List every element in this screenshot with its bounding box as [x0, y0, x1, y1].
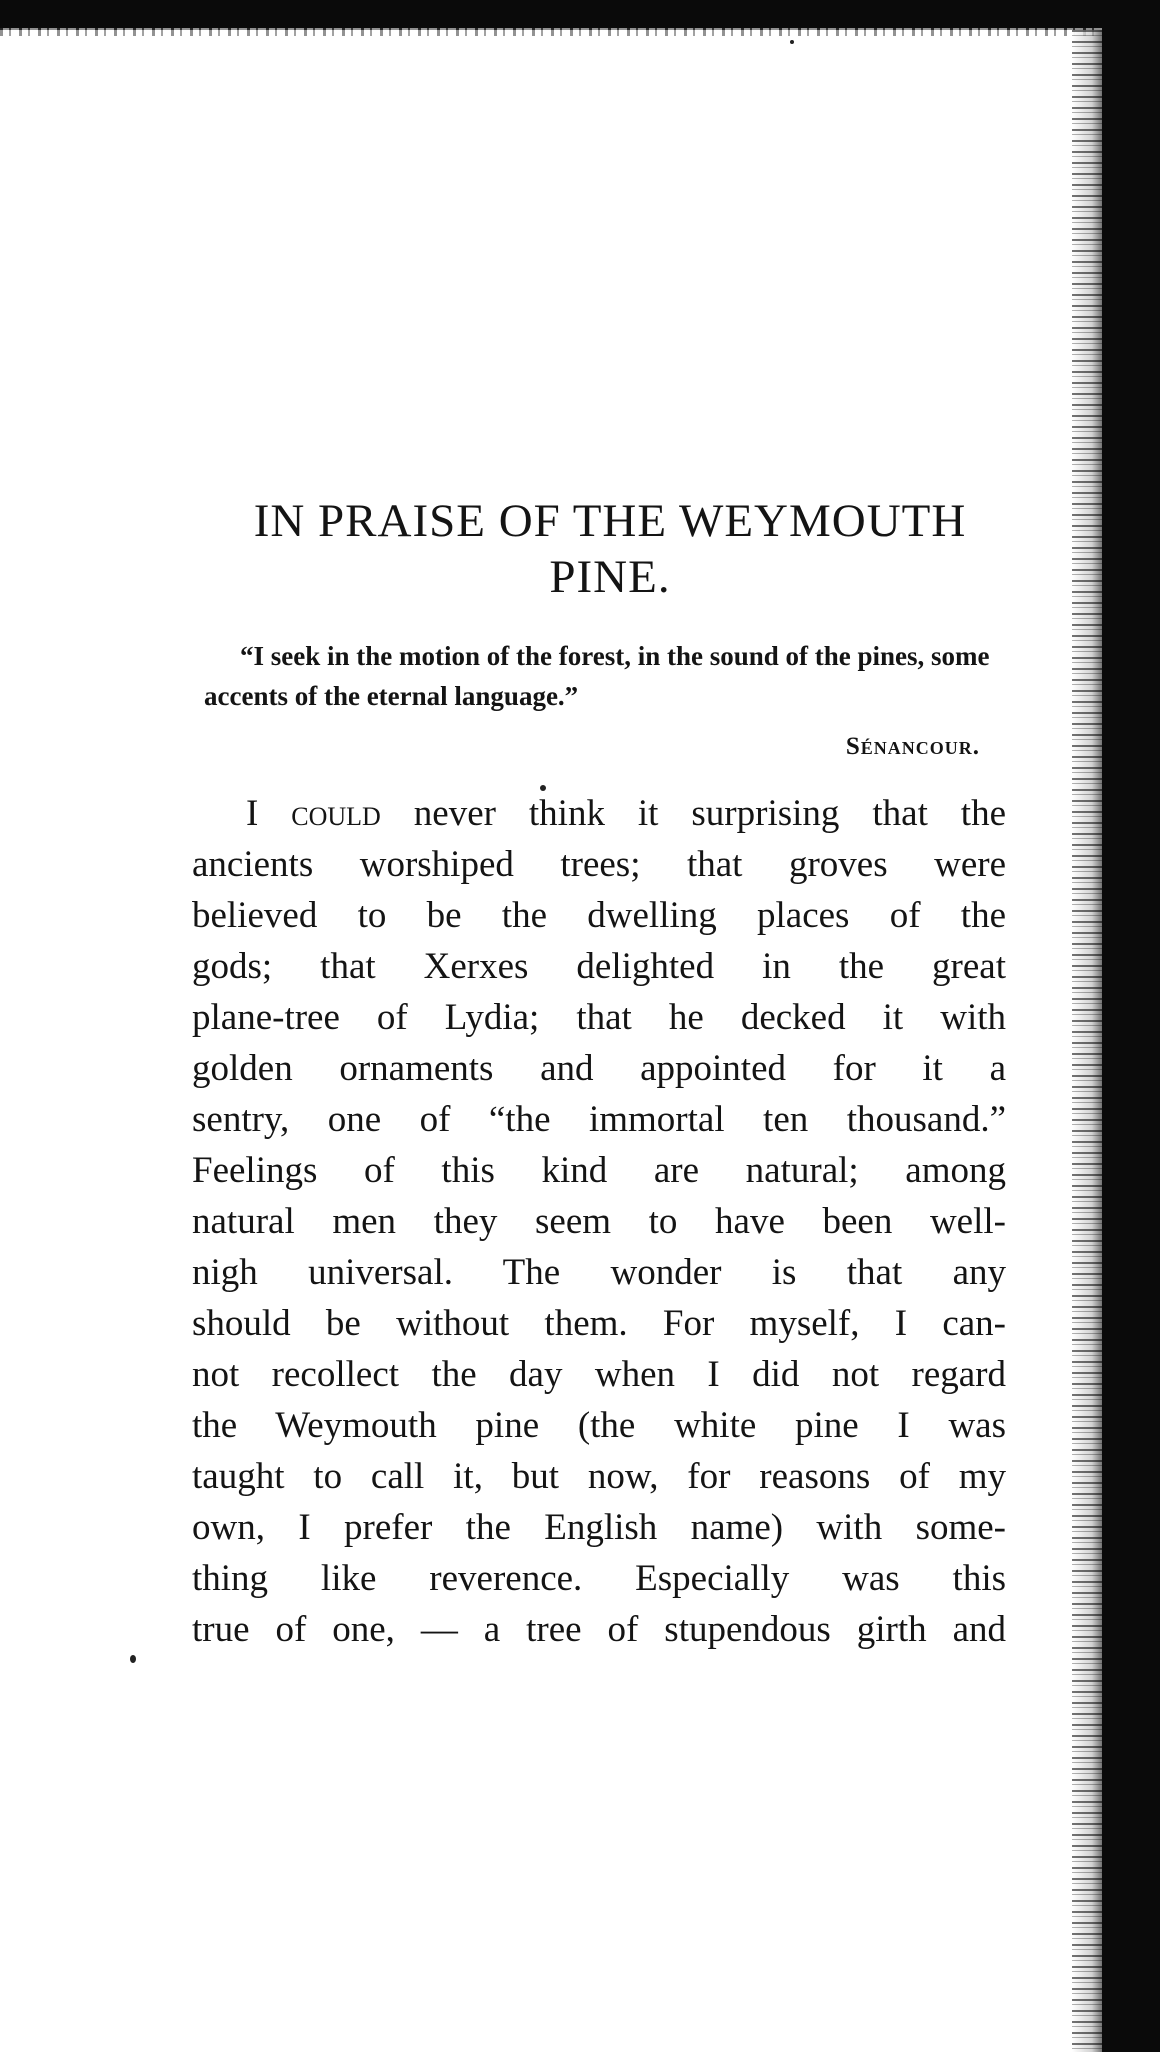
body-line: Feelings of this kind are natural; among: [192, 1150, 1006, 1191]
scan-top-border: [0, 0, 1160, 30]
body-line: should be without them. For myself, I can-: [192, 1303, 1006, 1344]
opening-words: I could: [246, 793, 381, 834]
chapter-title-line-1: IN PRAISE OF THE WEYMOUTH: [253, 495, 967, 547]
body-line: not recollect the day when I did not regard: [192, 1354, 1006, 1395]
body-line: taught to call it, but now, for reasons of my: [192, 1456, 1006, 1497]
epigraph-author: Sénancour.: [845, 733, 980, 760]
scan-speck: [130, 1655, 136, 1663]
body-line: nigh universal. The wonder is that any: [192, 1252, 1006, 1293]
chapter-title: [200, 493, 1020, 605]
body-line: I could never think it surprising that the: [246, 793, 1006, 834]
body-line: sentry, one of “the immortal ten thousand.”: [192, 1099, 1006, 1140]
body-line: gods; that Xerxes delighted in the great: [192, 946, 1006, 987]
body-line: thing like reverence. Especially was this: [192, 1558, 1006, 1599]
body-line: true of one, — a tree of stupendous girth and: [192, 1609, 1006, 1650]
body-line: plane-tree of Lydia; that he decked it with: [192, 997, 1006, 1038]
body-line: natural men they seem to have been well-: [192, 1201, 1006, 1242]
body-line: golden ornaments and appointed for it a: [192, 1048, 1006, 1089]
body-line: the Weymouth pine (the white pine I was: [192, 1405, 1006, 1446]
body-paragraph: [192, 788, 1006, 1655]
body-line: believed to be the dwelling places of the: [192, 895, 1006, 936]
scan-speck: [540, 785, 546, 791]
body-line: ancients worshiped trees; that groves were: [192, 844, 1006, 885]
body-line: own, I prefer the English name) with some-: [192, 1507, 1006, 1548]
scan-speck: [790, 40, 794, 44]
epigraph-quote: “I seek in the motion of the forest, in the sound of the pines, some accents of the eternal language.”: [204, 641, 990, 711]
chapter-title-line-2: PINE.: [549, 551, 671, 603]
scan-right-border: [1102, 0, 1160, 2052]
